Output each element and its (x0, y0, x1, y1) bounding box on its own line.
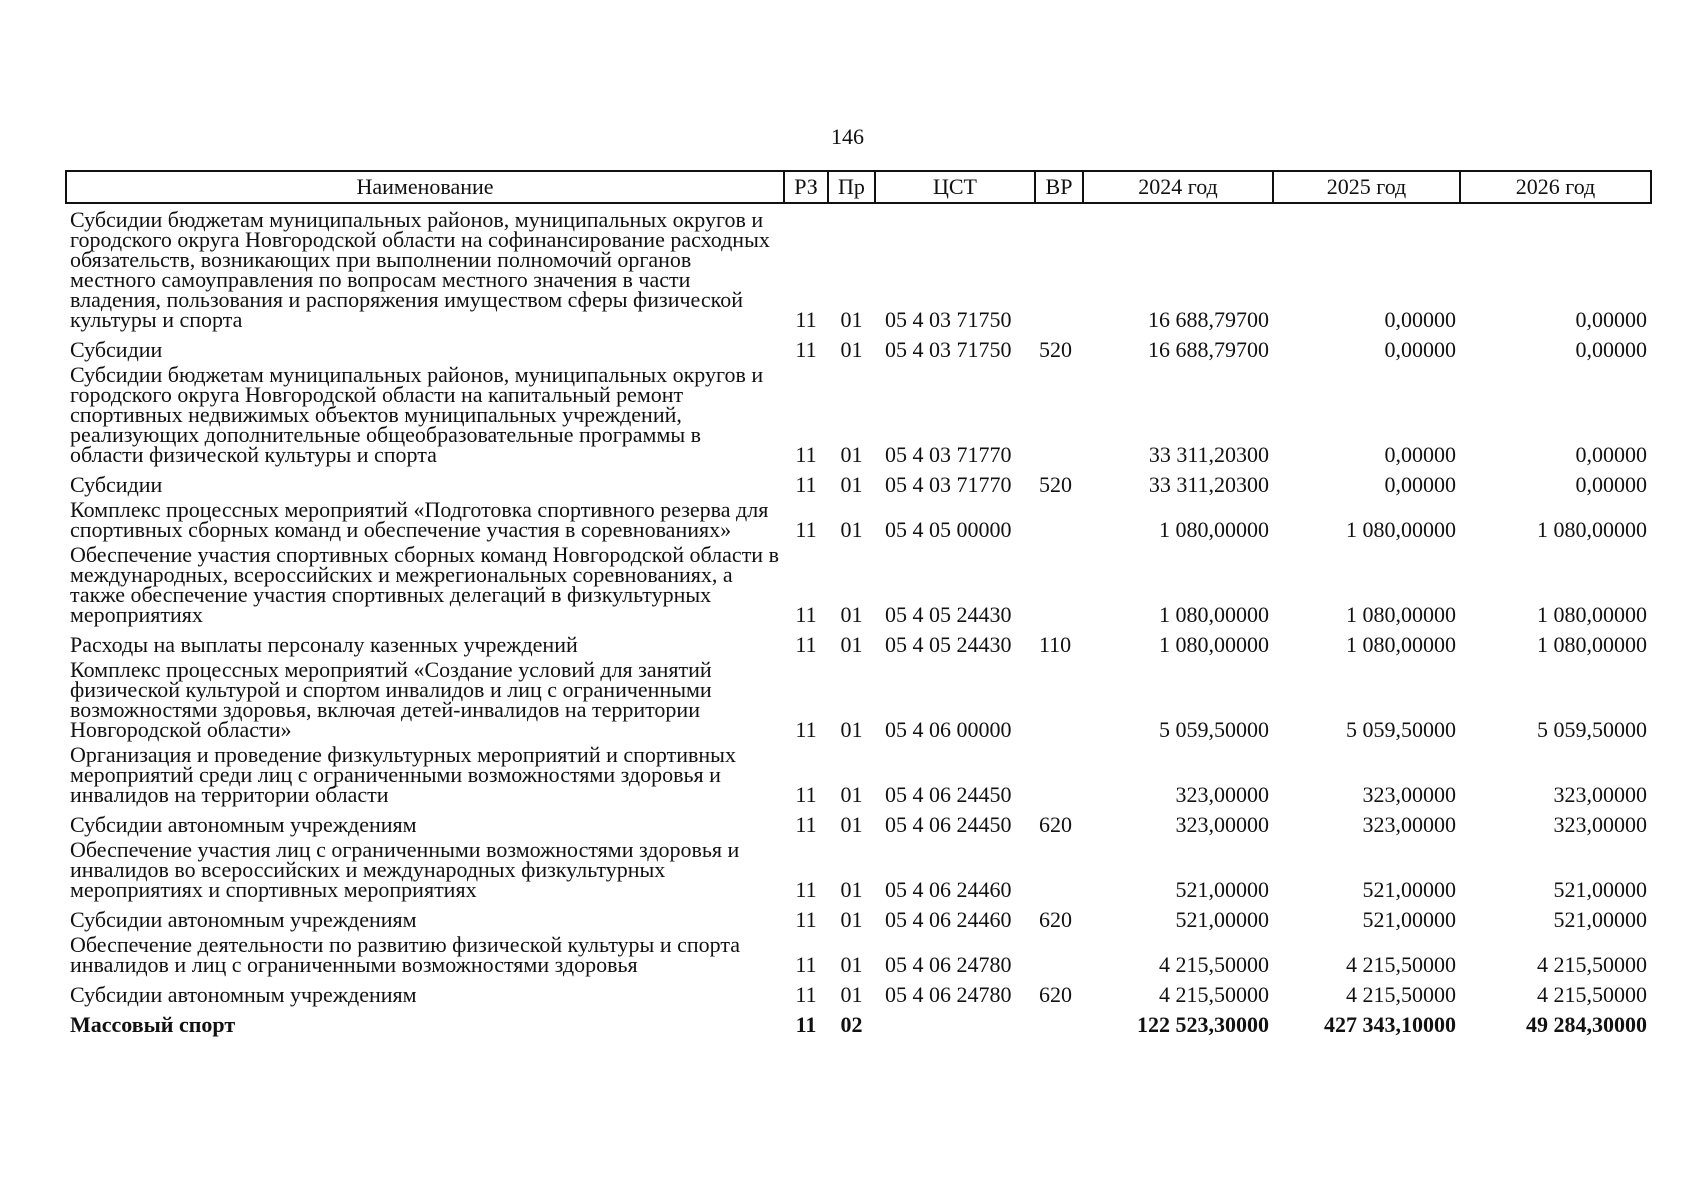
row-name: Комплекс процессных мероприятий «Подготовка спортивного резерва для спортивных сборных команд и обеспечение участия в соревнованиях» (70, 497, 769, 542)
header-rz: РЗ (784, 171, 828, 203)
row-cst: 05 4 06 24460 (885, 877, 1012, 902)
row-pr: 01 (840, 877, 863, 902)
row-name: Организация и проведение физкультурных мероприятий и спортивных мероприятий среди лиц с ограниченными возможностями здоровья и инвалидов на территории области (70, 742, 736, 807)
row-rz: 11 (795, 442, 817, 467)
row-cst: 05 4 05 24430 (885, 602, 1012, 627)
row-pr: 01 (840, 442, 863, 467)
row-amount-2024: 1 080,00000 (1159, 632, 1269, 657)
row-rz: 11 (795, 812, 817, 837)
row-name: Обеспечение участия спортивных сборных команд Новгородской области в международных, всероссийских и межрегиональных соревнованиях, а также обеспечение участия спортивных делегаций в физкультурных мероприятиях (70, 542, 779, 627)
row-rz: 11 (795, 517, 817, 542)
row-name: Субсидии автономным учреждениям (70, 982, 417, 1007)
row-pr: 01 (840, 907, 863, 932)
row-name: Обеспечение деятельности по развитию физической культуры и спорта инвалидов и лиц с ограниченными возможностями здоровья (70, 932, 740, 977)
header-vr: ВР (1035, 171, 1083, 203)
table-row (66, 933, 1651, 978)
row-vr (1035, 498, 1083, 543)
table-row (66, 498, 1651, 543)
row-amount-2024: 16 688,79700 (1148, 337, 1269, 362)
row-amount-2024: 16 688,79700 (1148, 307, 1269, 332)
row-name: Массовый спорт (70, 1012, 236, 1037)
row-pr: 01 (840, 782, 863, 807)
table-row (66, 743, 1651, 808)
row-rz: 11 (795, 307, 817, 332)
row-pr: 01 (840, 717, 863, 742)
row-amount-2025: 4 215,50000 (1346, 982, 1456, 1007)
row-amount-2026: 1 080,00000 (1537, 517, 1647, 542)
table-row (66, 1008, 1651, 1038)
row-cst: 05 4 06 00000 (885, 717, 1012, 742)
row-pr: 02 (840, 1012, 863, 1037)
row-amount-2026: 1 080,00000 (1537, 602, 1647, 627)
row-amount-2025: 4 215,50000 (1346, 952, 1456, 977)
row-rz: 11 (795, 952, 817, 977)
row-rz: 11 (795, 982, 817, 1007)
row-amount-2025: 0,00000 (1384, 307, 1456, 332)
row-cst: 05 4 06 24450 (885, 782, 1012, 807)
row-pr: 01 (840, 982, 863, 1007)
row-vr (1035, 363, 1083, 468)
header-cst: ЦСТ (875, 171, 1035, 203)
row-amount-2024: 323,00000 (1175, 812, 1269, 837)
row-rz: 11 (795, 717, 817, 742)
table-row (66, 978, 1651, 1008)
row-amount-2025: 1 080,00000 (1346, 632, 1456, 657)
table-header-row (66, 171, 1651, 203)
table-row (66, 203, 1651, 333)
table-row (66, 658, 1651, 743)
row-amount-2025: 0,00000 (1384, 472, 1456, 497)
header-pr: Пр (828, 171, 875, 203)
row-amount-2026: 0,00000 (1575, 472, 1647, 497)
row-name: Комплекс процессных мероприятий «Создание условий для занятий физической культурой и спортом инвалидов и лиц с ограниченными возможностями здоровья, включая детей-инвалидов на территории Новгородской области» (70, 657, 712, 742)
row-amount-2025: 1 080,00000 (1346, 517, 1456, 542)
row-amount-2024: 1 080,00000 (1159, 602, 1269, 627)
table-row (66, 628, 1651, 658)
row-amount-2024: 4 215,50000 (1159, 952, 1269, 977)
row-pr: 01 (840, 517, 863, 542)
table-row (66, 363, 1651, 468)
row-pr: 01 (840, 632, 863, 657)
row-amount-2024: 5 059,50000 (1159, 717, 1269, 742)
row-amount-2024: 33 311,20300 (1148, 472, 1269, 497)
row-amount-2026: 0,00000 (1575, 307, 1647, 332)
table-row (66, 808, 1651, 838)
table-row (66, 333, 1651, 363)
row-name: Субсидии (70, 337, 163, 362)
row-amount-2025: 323,00000 (1362, 782, 1456, 807)
row-vr (1035, 743, 1083, 808)
row-amount-2026: 323,00000 (1553, 782, 1647, 807)
row-cst: 05 4 03 71750 (885, 307, 1012, 332)
row-pr: 01 (840, 337, 863, 362)
table-body (66, 203, 1651, 1038)
row-amount-2025: 521,00000 (1362, 907, 1456, 932)
row-vr: 520 (1039, 472, 1072, 497)
table-row (66, 903, 1651, 933)
row-rz: 11 (795, 782, 817, 807)
budget-table (65, 170, 1652, 1038)
row-name: Субсидии бюджетам муниципальных районов, муниципальных округов и городского округа Новгородской области на капитальный ремонт спортивных недвижимых объектов муниципальных учреждений, реализующих дополнительные общеобразовательные программы в области физической культуры и спорта (70, 362, 764, 467)
table-row (66, 838, 1651, 903)
row-pr: 01 (840, 602, 863, 627)
row-amount-2026: 1 080,00000 (1537, 632, 1647, 657)
row-amount-2025: 1 080,00000 (1346, 602, 1456, 627)
row-pr: 01 (840, 472, 863, 497)
row-amount-2024: 4 215,50000 (1159, 982, 1269, 1007)
row-rz: 11 (795, 337, 817, 362)
table-row (66, 543, 1651, 628)
row-cst: 05 4 06 24460 (885, 907, 1012, 932)
row-vr (1035, 838, 1083, 903)
row-vr: 110 (1039, 632, 1072, 657)
row-cst (875, 1008, 1035, 1038)
row-amount-2026: 521,00000 (1553, 907, 1647, 932)
row-amount-2024: 122 523,30000 (1137, 1012, 1269, 1037)
row-cst: 05 4 03 71750 (885, 337, 1012, 362)
row-amount-2026: 4 215,50000 (1537, 952, 1647, 977)
row-name: Субсидии автономным учреждениям (70, 812, 417, 837)
header-2024: 2024 год (1083, 171, 1273, 203)
row-amount-2026: 49 284,30000 (1526, 1012, 1647, 1037)
row-vr (1035, 543, 1083, 628)
row-amount-2026: 5 059,50000 (1537, 717, 1647, 742)
row-amount-2026: 0,00000 (1575, 337, 1647, 362)
table-row (66, 468, 1651, 498)
row-amount-2024: 323,00000 (1175, 782, 1269, 807)
row-vr (1035, 658, 1083, 743)
page-number: 146 (831, 124, 864, 149)
row-amount-2026: 0,00000 (1575, 442, 1647, 467)
row-name: Обеспечение участия лиц с ограниченными возможностями здоровья и инвалидов во всероссийских и международных физкультурных мероприятиях и спортивных мероприятиях (70, 837, 740, 902)
row-amount-2026: 521,00000 (1553, 877, 1647, 902)
row-rz: 11 (795, 877, 817, 902)
row-amount-2026: 323,00000 (1553, 812, 1647, 837)
row-name: Субсидии бюджетам муниципальных районов, муниципальных округов и городского округа Новгородской области на софинансирование расходных обязательств, возникающих при выполнении полномочий органов местного самоуправления по вопросам местного значения в части владения, пользования и распоряжения имуществом сферы физической культуры и спорта (70, 207, 770, 332)
row-amount-2025: 0,00000 (1384, 337, 1456, 362)
row-vr (1035, 933, 1083, 978)
row-pr: 01 (840, 952, 863, 977)
row-vr (1035, 203, 1083, 333)
row-cst: 05 4 05 00000 (885, 517, 1012, 542)
row-rz: 11 (795, 602, 817, 627)
row-amount-2025: 427 343,10000 (1324, 1012, 1456, 1037)
header-name: Наименование (66, 171, 784, 203)
row-vr: 620 (1039, 907, 1072, 932)
row-name: Расходы на выплаты персоналу казенных учреждений (70, 632, 578, 657)
row-vr (1035, 1008, 1083, 1038)
row-cst: 05 4 06 24780 (885, 952, 1012, 977)
row-pr: 01 (840, 812, 863, 837)
row-rz: 11 (795, 907, 817, 932)
row-cst: 05 4 06 24780 (885, 982, 1012, 1007)
row-amount-2024: 1 080,00000 (1159, 517, 1269, 542)
row-vr: 620 (1039, 982, 1072, 1007)
row-vr: 620 (1039, 812, 1072, 837)
row-cst: 05 4 03 71770 (885, 472, 1012, 497)
row-rz: 11 (795, 632, 817, 657)
row-amount-2024: 521,00000 (1175, 877, 1269, 902)
row-name: Субсидии автономным учреждениям (70, 907, 417, 932)
row-pr: 01 (840, 307, 863, 332)
row-cst: 05 4 03 71770 (885, 442, 1012, 467)
row-amount-2025: 323,00000 (1362, 812, 1456, 837)
row-amount-2025: 521,00000 (1362, 877, 1456, 902)
row-amount-2024: 33 311,20300 (1148, 442, 1269, 467)
header-2025: 2025 год (1273, 171, 1460, 203)
row-rz: 11 (795, 1012, 817, 1037)
row-amount-2024: 521,00000 (1175, 907, 1269, 932)
row-name: Субсидии (70, 472, 163, 497)
row-rz: 11 (795, 472, 817, 497)
header-2026: 2026 год (1460, 171, 1651, 203)
row-cst: 05 4 05 24430 (885, 632, 1012, 657)
row-vr: 520 (1039, 337, 1072, 362)
row-amount-2025: 5 059,50000 (1346, 717, 1456, 742)
row-amount-2026: 4 215,50000 (1537, 982, 1647, 1007)
row-cst: 05 4 06 24450 (885, 812, 1012, 837)
row-amount-2025: 0,00000 (1384, 442, 1456, 467)
